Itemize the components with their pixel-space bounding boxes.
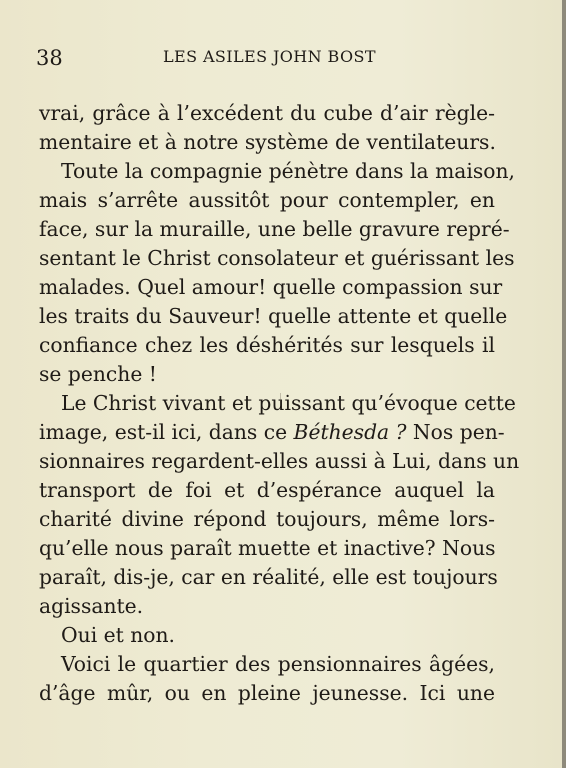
running-head: LES ASILES JOHN BOST (163, 47, 376, 66)
paper-mark (280, 393, 281, 401)
paragraph-1-line-1: vrai, grâce à l’excédent du cube d’air règle- (39, 101, 495, 125)
paragraph-3-line-2 (39, 418, 505, 447)
paragraph-3-line-4: transport de foi et d’espérance auquel la (39, 478, 495, 502)
paragraph-5-line-1: Voici le quartier des pensionnaires âgées, (61, 652, 495, 676)
paragraph-3-line-6: qu’elle nous paraît muette et inactive? Nous (39, 536, 496, 560)
paragraph-3-line-8: agissante. (39, 594, 144, 618)
paragraph-2-line-5: malades. Quel amour! quelle compassion sur (39, 275, 503, 299)
paragraph-3-line-1: Le Christ vivant et puissant qu’évoque cette (61, 391, 516, 415)
paragraph-3-line-2-end: Nos pen- (406, 420, 505, 444)
paragraph-3-line-3: sionnaires regardent-elles aussi à Lui, dans un (39, 449, 520, 473)
page-number: 38 (36, 46, 63, 70)
bethesda-phrase: Béthesda ? (293, 420, 407, 444)
paragraph-2-line-3: face, sur la muraille, une belle gravure repré- (39, 217, 510, 241)
paragraph-3-line-2-start: image, est-il ici, dans ce (39, 420, 294, 444)
paragraph-2-line-8: se penche ! (39, 362, 157, 386)
paragraph-4-line-1: Oui et non. (61, 623, 176, 647)
paragraph-2-line-6: les traits du Sauveur! quelle attente et quelle (39, 304, 508, 328)
paragraph-2-line-4: sentant le Christ consolateur et guérissant les (39, 246, 515, 270)
paragraph-3-line-7: paraît, dis-je, car en réalité, elle est toujours (39, 565, 498, 589)
paragraph-3-line-5: charité divine répond toujours, même lors- (39, 507, 495, 531)
page-header (36, 44, 528, 72)
paragraph-2-line-2: mais s’arrête aussitôt pour contempler, en (39, 188, 495, 212)
page-edge-shadow (562, 0, 566, 768)
page-body (39, 99, 520, 708)
paragraph-2-line-1: Toute la compagnie pénètre dans la maison, (61, 159, 516, 183)
paragraph-2-line-7: confiance chez les déshérités sur lesquels il (39, 333, 495, 357)
paragraph-1-line-2: mentaire et à notre système de ventilateurs. (39, 130, 496, 154)
paragraph-5-line-2: d’âge mûr, ou en pleine jeunesse. Ici une (39, 681, 495, 705)
